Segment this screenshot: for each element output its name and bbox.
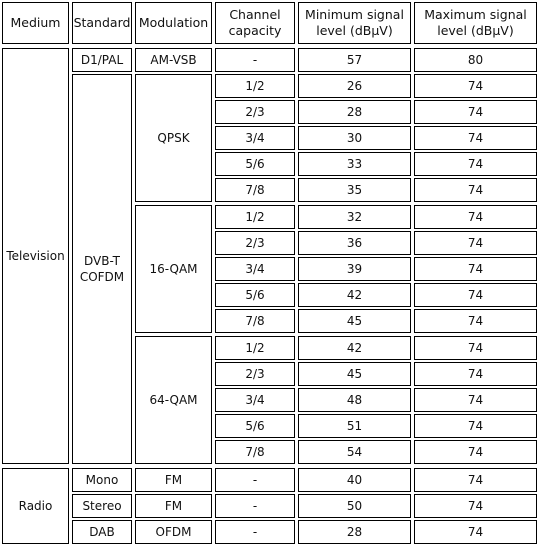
max-level-cell: 74 [414, 178, 537, 202]
min-level-cell: 54 [298, 440, 411, 464]
max-level-cell: 80 [414, 48, 537, 72]
capacity-cell: 3/4 [215, 257, 295, 281]
capacity-cell: - [215, 468, 295, 492]
modulation-fm-stereo: FM [135, 494, 212, 518]
modulation-16-qam: 16-QAM [135, 205, 212, 333]
max-level-cell: 74 [414, 231, 537, 255]
modulation-ofdm: OFDM [135, 520, 212, 544]
min-level-cell: 51 [298, 414, 411, 438]
header-capacity: Channel capacity [215, 2, 295, 44]
capacity-cell: 3/4 [215, 388, 295, 412]
min-level-cell: 42 [298, 283, 411, 307]
min-level-cell: 48 [298, 388, 411, 412]
modulation-qpsk: QPSK [135, 74, 212, 202]
max-level-cell: 74 [414, 152, 537, 176]
max-level-cell: 74 [414, 257, 537, 281]
min-level-cell: 45 [298, 309, 411, 333]
max-level-cell: 74 [414, 388, 537, 412]
standard-d1pal: D1/PAL [72, 48, 132, 72]
max-level-cell: 74 [414, 309, 537, 333]
header-modulation: Modulation [135, 2, 212, 44]
min-level-cell: 35 [298, 178, 411, 202]
max-level-cell: 74 [414, 283, 537, 307]
capacity-cell: 3/4 [215, 126, 295, 150]
modulation-fm-mono: FM [135, 468, 212, 492]
standard-mono: Mono [72, 468, 132, 492]
medium-radio: Radio [2, 468, 69, 544]
standard-dvbt-cofdm: DVB-T COFDM [72, 74, 132, 464]
capacity-cell: 1/2 [215, 74, 295, 98]
min-level-cell: 33 [298, 152, 411, 176]
min-level-cell: 50 [298, 494, 411, 518]
max-level-cell: 74 [414, 205, 537, 229]
capacity-cell: 2/3 [215, 362, 295, 386]
medium-television: Television [2, 48, 69, 464]
max-level-cell: 74 [414, 494, 537, 518]
capacity-cell: 2/3 [215, 100, 295, 124]
min-level-cell: 26 [298, 74, 411, 98]
capacity-cell: 5/6 [215, 152, 295, 176]
max-level-cell: 74 [414, 440, 537, 464]
header-max-level: Maximum signal level (dBµV) [414, 2, 537, 44]
standard-stereo: Stereo [72, 494, 132, 518]
modulation-64-qam: 64-QAM [135, 336, 212, 464]
capacity-cell: 7/8 [215, 178, 295, 202]
min-level-cell: 36 [298, 231, 411, 255]
capacity-cell: 7/8 [215, 309, 295, 333]
max-level-cell: 74 [414, 100, 537, 124]
min-level-cell: 45 [298, 362, 411, 386]
min-level-cell: 57 [298, 48, 411, 72]
max-level-cell: 74 [414, 414, 537, 438]
min-level-cell: 28 [298, 100, 411, 124]
capacity-cell: - [215, 520, 295, 544]
standard-dab: DAB [72, 520, 132, 544]
header-standard: Standard [72, 2, 132, 44]
header-medium: Medium [2, 2, 69, 44]
max-level-cell: 74 [414, 468, 537, 492]
min-level-cell: 32 [298, 205, 411, 229]
max-level-cell: 74 [414, 520, 537, 544]
max-level-cell: 74 [414, 362, 537, 386]
max-level-cell: 74 [414, 336, 537, 360]
min-level-cell: 42 [298, 336, 411, 360]
modulation-am-vsb: AM-VSB [135, 48, 212, 72]
max-level-cell: 74 [414, 126, 537, 150]
capacity-cell: 5/6 [215, 414, 295, 438]
min-level-cell: 28 [298, 520, 411, 544]
capacity-cell: 7/8 [215, 440, 295, 464]
min-level-cell: 40 [298, 468, 411, 492]
capacity-cell: - [215, 494, 295, 518]
header-min-level: Minimum signal level (dBµV) [298, 2, 411, 44]
capacity-cell: - [215, 48, 295, 72]
capacity-cell: 2/3 [215, 231, 295, 255]
capacity-cell: 1/2 [215, 205, 295, 229]
min-level-cell: 30 [298, 126, 411, 150]
capacity-cell: 1/2 [215, 336, 295, 360]
min-level-cell: 39 [298, 257, 411, 281]
capacity-cell: 5/6 [215, 283, 295, 307]
max-level-cell: 74 [414, 74, 537, 98]
